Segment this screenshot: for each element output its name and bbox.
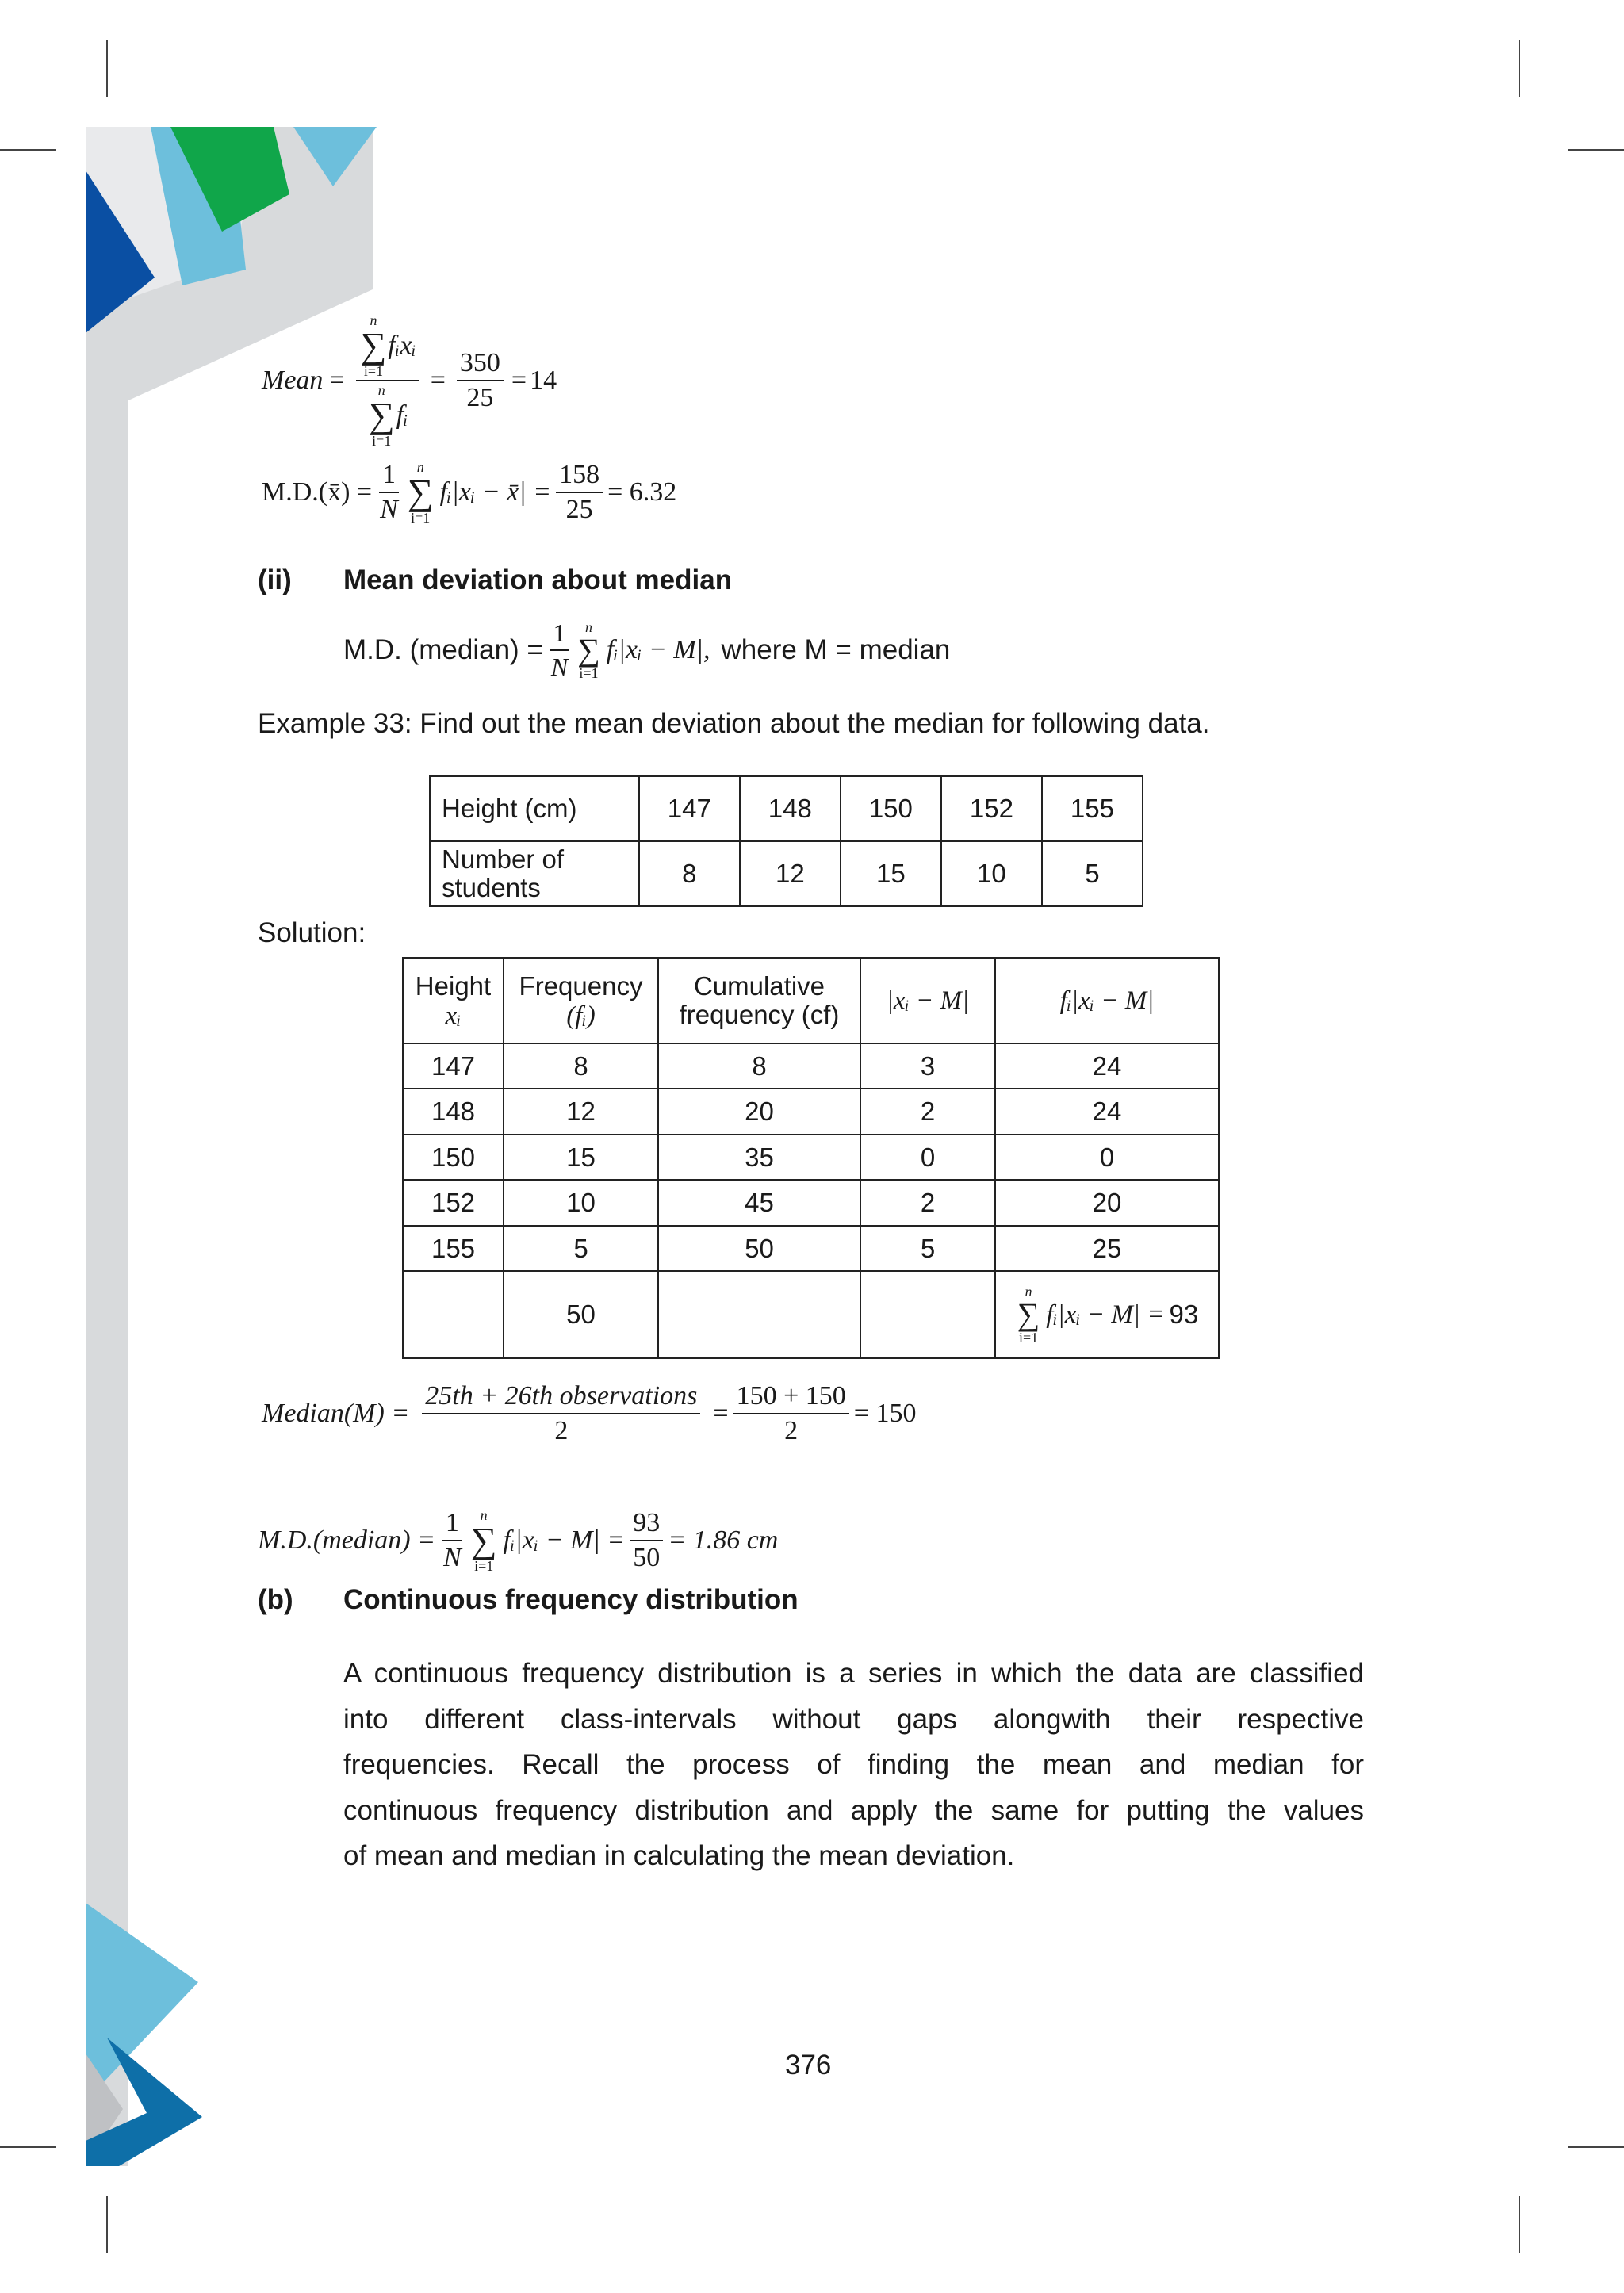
paragraph-line: into different class-intervals without gaps alongwith their respective xyxy=(343,1703,1364,1735)
crop-mark xyxy=(1519,40,1520,97)
paragraph-line: frequencies. Recall the process of finding the mean and median for xyxy=(343,1749,1364,1780)
mean-result: 14 xyxy=(530,366,557,395)
table-cell: 8 xyxy=(658,1043,860,1089)
table-cell: 147 xyxy=(639,776,740,841)
table-cell: 2 xyxy=(860,1180,995,1226)
table-cell: 3 xyxy=(860,1043,995,1089)
table-cell: 50 xyxy=(504,1271,658,1358)
paragraph xyxy=(343,1651,1364,1879)
table-header: |xᵢ − M| xyxy=(860,958,995,1043)
paragraph-line: continuous frequency distribution and apply the same for putting the values xyxy=(343,1794,1364,1826)
solution-table xyxy=(402,957,1220,1359)
page-number: 376 xyxy=(785,2050,832,2081)
md-mean-equation: M.D.(x̄) = $\frac{1}{N}$ n ∑ i=1 fᵢ|xᵢ − x̄| = $\frac{158}{25}$ = 6.32 xyxy=(262,459,677,526)
md-median-equation: M.D.(median) = $\frac{1}{N}$ n ∑ i=1 fᵢ|xᵢ − M| = $\frac{93}{50}$ = 1.86 cm xyxy=(258,1507,779,1574)
crop-mark xyxy=(1519,2196,1520,2253)
table-cell xyxy=(860,1271,995,1358)
table-header: Cumulative frequency (cf) xyxy=(658,958,860,1043)
table-cell: 155 xyxy=(403,1226,504,1271)
table-cell: 152 xyxy=(403,1180,504,1226)
table-cell: 15 xyxy=(841,841,941,906)
paragraph-line: of mean and median in calculating the mean deviation. xyxy=(343,1840,1015,1871)
table-cell: Height (cm) xyxy=(430,776,639,841)
example-text: Example 33: Find out the mean deviation about the median for following data. xyxy=(258,708,1210,739)
table-cell: 24 xyxy=(995,1089,1219,1135)
mean-num-term: fᵢxᵢ xyxy=(388,331,416,360)
table-cell: 2 xyxy=(860,1089,995,1135)
table-cell: 0 xyxy=(995,1135,1219,1180)
section-b-title: Continuous frequency distribution xyxy=(343,1584,799,1615)
table-cell: 12 xyxy=(740,841,841,906)
crop-mark xyxy=(1568,149,1624,151)
table-cell xyxy=(658,1271,860,1358)
table-cell: 24 xyxy=(995,1043,1219,1089)
mean-lhs: Mean xyxy=(262,366,324,395)
table-cell: 10 xyxy=(504,1180,658,1226)
table-cell: Number of students xyxy=(430,841,639,906)
table-cell: 45 xyxy=(658,1180,860,1226)
mean-equation: Mean = n ∑ i=1 fᵢxᵢ n ∑ i=1 fᵢ = $\frac{350}{25}$ = 14 xyxy=(262,312,557,449)
median-equation: Median(M) = $\frac{\text{25th + 26th observations}}{2}$ = $\frac{150 + 150}{2}$ = 150 xyxy=(262,1381,917,1445)
table-cell: n ∑ i=1 fᵢ|xᵢ − M| = 93 xyxy=(995,1271,1219,1358)
data-table xyxy=(429,775,1143,907)
table-header: Height xᵢ xyxy=(403,958,504,1043)
mean-den-term: fᵢ xyxy=(396,400,408,430)
table-cell: 8 xyxy=(504,1043,658,1089)
table-cell: 5 xyxy=(860,1226,995,1271)
section-ii-title: Mean deviation about median xyxy=(343,565,733,595)
table-cell: 148 xyxy=(740,776,841,841)
table-cell: 155 xyxy=(1042,776,1143,841)
section-ii-marker: (ii) xyxy=(258,565,292,595)
solution-label: Solution: xyxy=(258,917,366,948)
table-cell: 20 xyxy=(658,1089,860,1135)
table-cell: 15 xyxy=(504,1135,658,1180)
table-header: Frequency (fᵢ) xyxy=(504,958,658,1043)
table-cell: 25 xyxy=(995,1226,1219,1271)
crop-mark xyxy=(1568,2146,1624,2148)
table-cell: 50 xyxy=(658,1226,860,1271)
table-cell: 150 xyxy=(403,1135,504,1180)
table-cell: 20 xyxy=(995,1180,1219,1226)
table-cell: 10 xyxy=(941,841,1042,906)
table-cell: 5 xyxy=(504,1226,658,1271)
table-header: fᵢ|xᵢ − M| xyxy=(995,958,1219,1043)
table-cell: 8 xyxy=(639,841,740,906)
paragraph-line: A continuous frequency distribution is a series in which the data are classified xyxy=(343,1658,1364,1689)
md-median-definition: M.D. (median) = $\frac{1}{N}$ n ∑ i=1 fᵢ|xᵢ − M|, where M = median xyxy=(343,618,951,681)
table-cell: 147 xyxy=(403,1043,504,1089)
table-cell: 152 xyxy=(941,776,1042,841)
table-cell: 0 xyxy=(860,1135,995,1180)
table-cell: 5 xyxy=(1042,841,1143,906)
table-cell: 12 xyxy=(504,1089,658,1135)
section-b-marker: (b) xyxy=(258,1584,293,1615)
table-cell xyxy=(403,1271,504,1358)
table-cell: 35 xyxy=(658,1135,860,1180)
table-cell: 150 xyxy=(841,776,941,841)
table-cell: 148 xyxy=(403,1089,504,1135)
